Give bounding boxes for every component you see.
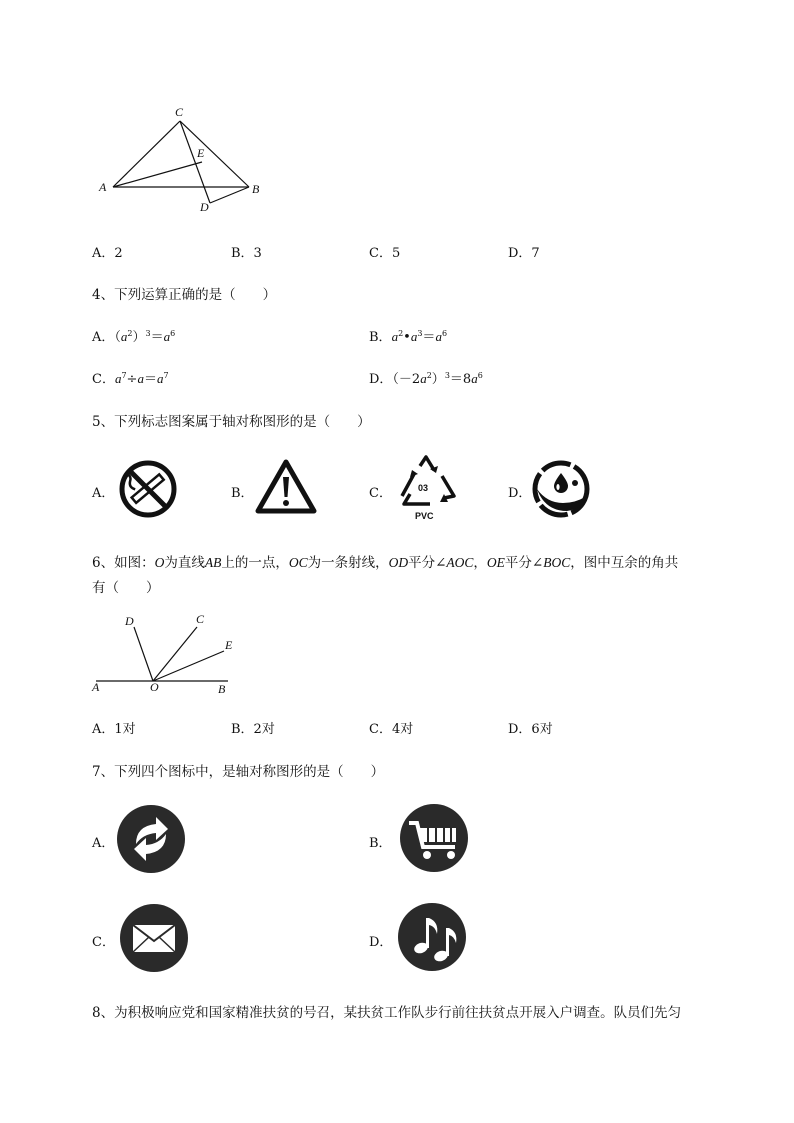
q5-option-c: C． bbox=[369, 486, 392, 501]
fig1-label-b: B bbox=[252, 182, 260, 196]
q7-option-c: C． bbox=[92, 935, 115, 950]
q7-option-b: B． bbox=[369, 836, 392, 851]
q3-option-b: B．3 bbox=[231, 246, 262, 261]
q4-option-c: C．$a^7\div a=a^7$ bbox=[92, 371, 169, 387]
recycle-label: PVC bbox=[415, 511, 434, 521]
q3-option-a: A．2 bbox=[92, 246, 123, 261]
q4-stem: 4、下列运算正确的是（ ） bbox=[92, 287, 277, 303]
ray-oe bbox=[153, 651, 224, 681]
fig1-label-e: E bbox=[197, 146, 205, 160]
fig2-label-b: B bbox=[218, 682, 226, 696]
refresh-arrows-icon bbox=[116, 804, 186, 874]
q5-option-b: B． bbox=[231, 486, 254, 501]
fig1-label-c: C bbox=[175, 105, 184, 119]
q6-option-c: C．4对 bbox=[369, 722, 414, 737]
q6-stem-line2: 有（ ） bbox=[92, 580, 160, 596]
q6-option-a: A．1对 bbox=[92, 722, 136, 737]
q4-option-b: B．$a^2•a^3=a^6$ bbox=[369, 329, 448, 345]
ray-oc bbox=[153, 627, 197, 681]
shopping-cart-icon bbox=[399, 803, 469, 873]
q4-option-d: D．$(-2a^2)^3=8a^6$ bbox=[369, 371, 483, 387]
fig1-label-d: D bbox=[200, 200, 209, 214]
q6-option-b: B．2对 bbox=[231, 722, 275, 737]
fig2-label-c: C bbox=[196, 612, 205, 626]
q7-option-a: A． bbox=[92, 836, 115, 851]
q5-option-a: A． bbox=[92, 486, 115, 501]
q6-option-d: D．6对 bbox=[508, 722, 553, 737]
music-notes-icon bbox=[397, 902, 467, 972]
envelope-icon bbox=[119, 903, 189, 973]
fig1-label-a: A bbox=[99, 180, 107, 194]
q5-stem: 5、下列标志图案属于轴对称图形的是（ ） bbox=[92, 414, 371, 430]
fig2-label-e: E bbox=[225, 638, 233, 652]
q7-option-d: D． bbox=[369, 935, 393, 950]
recycle-number: 03 bbox=[418, 483, 429, 493]
fig2-label-o: O bbox=[150, 680, 159, 694]
q5-option-d: D． bbox=[508, 486, 532, 501]
q7-stem: 7、下列四个图标中，是轴对称图形的是（ ） bbox=[92, 764, 385, 780]
fig2-label-d: D bbox=[125, 614, 134, 628]
fig2-label-a: A bbox=[92, 680, 100, 694]
q6-stem-line1: 6、如图：O为直线AB上的一点，OC为一条射线，OD平分∠AOC，OE平分∠BOC，图中互余的角共 bbox=[92, 555, 679, 571]
q4-option-a: A．$(a^2)^3=a^6$ bbox=[92, 329, 176, 345]
q3-option-c: C．5 bbox=[369, 246, 401, 261]
ray-od bbox=[134, 627, 153, 681]
q8-stem: 8、为积极响应党和国家精准扶贫的号召，某扶贫工作队步行前往扶贫点开展入户调查。队员们先匀 bbox=[92, 1005, 682, 1021]
q3-option-d: D．7 bbox=[508, 246, 540, 261]
